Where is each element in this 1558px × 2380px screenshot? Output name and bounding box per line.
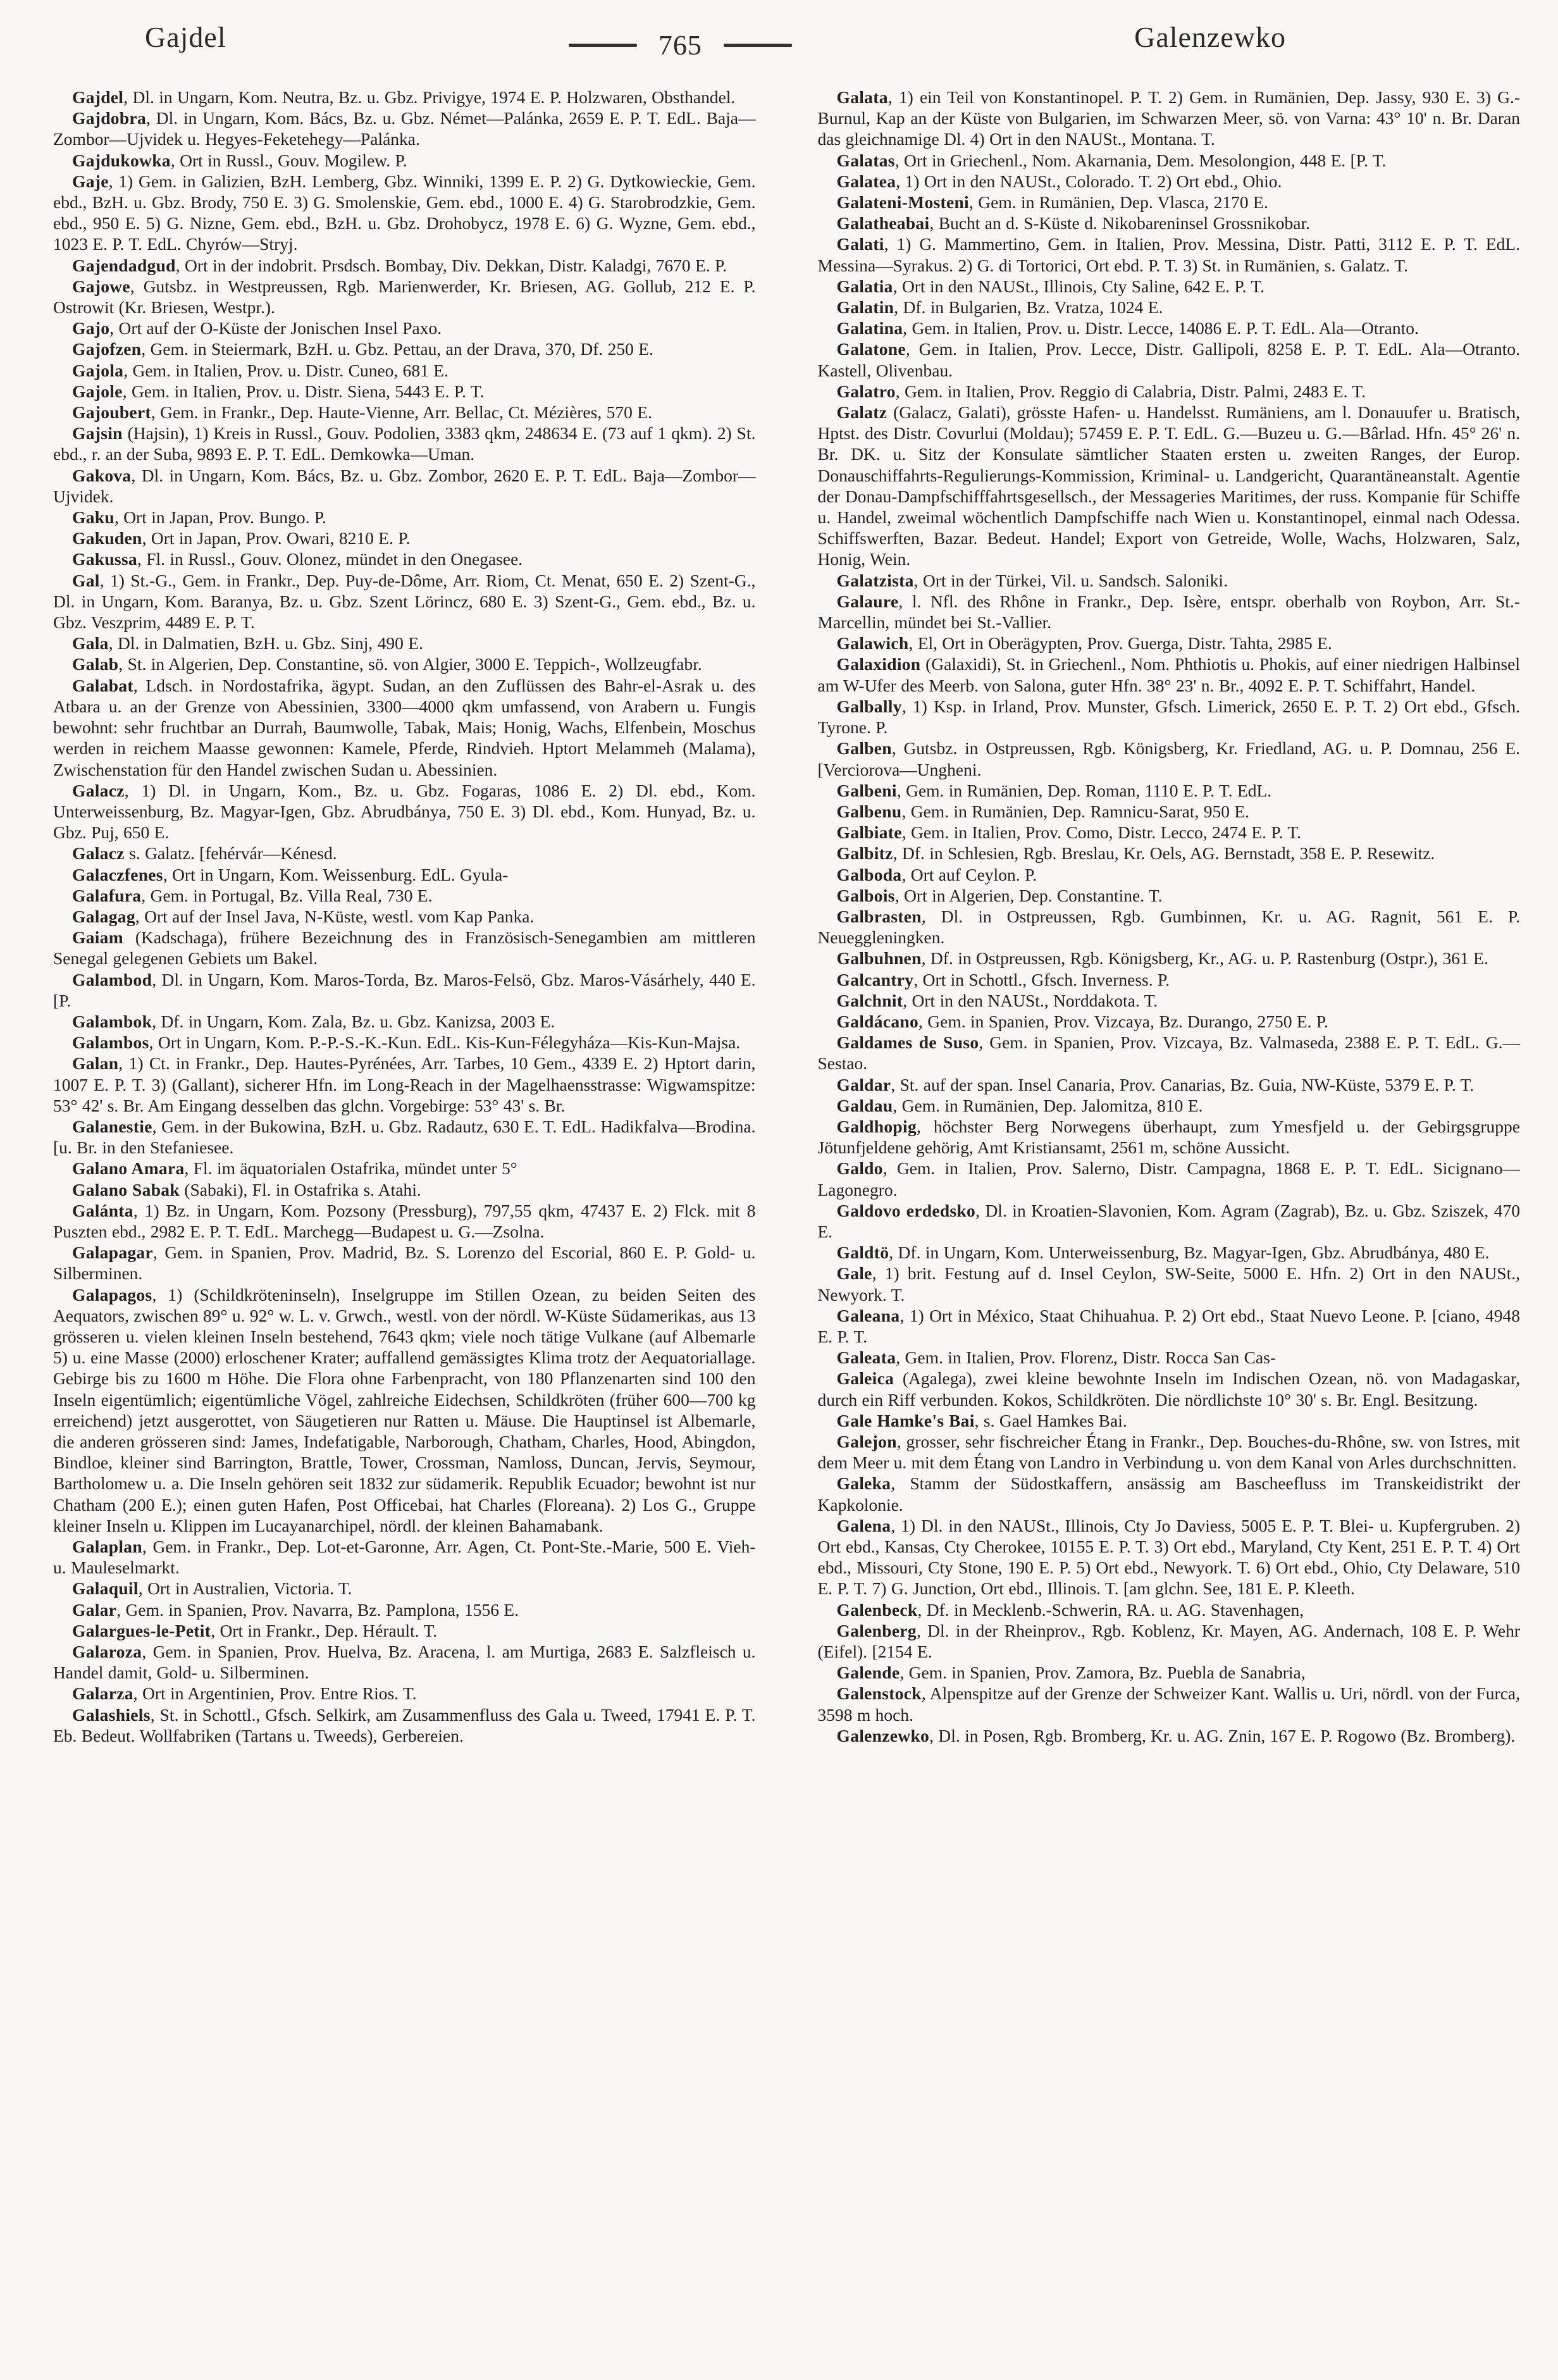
- gazetteer-entry: Galashiels, St. in Schottl., Gfsch. Selkirk, am Zusammenfluss des Gala u. Tweed, 17941 E. P. T. Eb. Bedeut. Wollfabriken (Tartans u. Tweeds), Gerbereien.: [53, 1704, 756, 1745]
- gazetteer-entry: Galargues-le-Petit, Ort in Frankr., Dep. Hérault. T.: [72, 1620, 438, 1640]
- gazetteer-entry: Galaquil, Ort in Australien, Victoria. T.: [72, 1578, 352, 1599]
- gazetteer-entry: Galenzewko, Dl. in Posen, Rgb. Bromberg, Kr. u. AG. Znin, 167 E. P. Rogowo (Bz. Bromberg).: [836, 1725, 1516, 1745]
- gazetteer-entry: Galeata, Gem. in Italien, Prov. Florenz, Distr. Rocca San Cas-: [836, 1348, 1276, 1368]
- entry-headword: Galbiate: [836, 822, 902, 843]
- entry-headword: Galenbeck: [836, 1599, 918, 1620]
- entry-headword: Galdtö: [836, 1243, 889, 1263]
- entry-headword: Gale Hamke's Bai: [836, 1410, 975, 1430]
- entry-headword: Galdar: [836, 1074, 891, 1094]
- gazetteer-entry: Galaczfenes, Ort in Ungarn, Kom. Weissenburg. EdL. Gyula-: [72, 864, 509, 884]
- gazetteer-entry: Galbitz, Df. in Schlesien, Rgb. Breslau, Kr. Oels, AG. Bernstadt, 358 E. P. Resewitz.: [836, 843, 1435, 864]
- gazetteer-entry: Galchnit, Ort in den NAUSt., Norddakota. T.: [836, 990, 1158, 1010]
- gazetteer-entry: Galenberg, Dl. in der Rheinprov., Rgb. Koblenz, Kr. Mayen, AG. Andernach, 108 E. P. Wehr (Eifel). [2154 E.: [817, 1620, 1520, 1662]
- entry-headword: Galchnit: [836, 990, 903, 1010]
- gazetteer-entry: Galatas, Ort in Griechenl., Nom. Akarnania, Dem. Mesolongion, 448 E. [P. T.: [836, 150, 1387, 170]
- entry-headword: Galdames de Suso: [836, 1032, 979, 1053]
- gazetteer-entry: Galatz (Galacz, Galati), grösste Hafen- u. Handelsst. Rumäniens, am l. Donauufer u. Bratisch, Hptst. des Distr. Covurlui (Moldau); 57459 E. P. T. EdL. G.—Buzeu u. G.—Bârlad. Hfn. 45° 26' n. Br. DK. u. Sitz der Konsulate sämtlicher Staaten ersten u. zweiten Ranges, der Europ. Donauschiffahrts-Regulierungs-Kommission, Kriminal- u. Landgericht, Quarantäneanstalt. Agentie der Donau-Dampfschifffahrtsgesellsch., der Messageries Maritimes, der russ. Kompanie für Schiffe u. Handel, zweimal wöchentlich Dampfschiffe nach Wien u. Konstantinopel, einmal nach Odessa. Schiffswerften, Bazar. Bedeut. Handel; Export von Getreide, Wolle, Wachs, Holzwaren, Salz, Honig, Wein.: [817, 402, 1520, 569]
- gazetteer-entry: Galatina, Gem. in Italien, Prov. u. Distr. Lecce, 14086 E. P. T. EdL. Ala—Otranto.: [836, 318, 1419, 338]
- entry-headword: Galanestie: [72, 1116, 152, 1136]
- entry-headword: Galeata: [836, 1348, 896, 1368]
- header-rule-left: [569, 44, 637, 47]
- header-first-keyword: Gajdel: [145, 21, 226, 53]
- entry-headword: Galambos: [72, 1032, 149, 1053]
- entry-headword: Galano Amara: [72, 1158, 185, 1179]
- entry-headword: Galaplan: [72, 1537, 142, 1557]
- entry-headword: Gajowe: [72, 276, 130, 296]
- entry-headword: Galboda: [836, 864, 902, 884]
- gazetteer-entry: Galano Amara, Fl. im äquatorialen Ostafrika, mündet unter 5°: [72, 1158, 517, 1179]
- entry-headword: Gajola: [72, 360, 124, 380]
- entry-headword: Galacz: [72, 843, 125, 864]
- gazetteer-entry: Galbeni, Gem. in Rumänien, Dep. Roman, 1110 E. P. T. EdL.: [836, 780, 1272, 800]
- gazetteer-entry: Galatia, Ort in den NAUSt., Illinois, Cty Saline, 642 E. P. T.: [836, 276, 1265, 296]
- gazetteer-entry: Gajdel, Dl. in Ungarn, Kom. Neutra, Bz. u. Gbz. Privigye, 1974 E. P. Holzwaren, Obsthandel.: [72, 87, 736, 107]
- entry-headword: Galena: [836, 1515, 891, 1535]
- column-right: [818, 87, 1521, 1746]
- gazetteer-entry: Gale Hamke's Bai, s. Gael Hamkes Bai.: [836, 1410, 1127, 1430]
- gazetteer-entry: Galati, 1) G. Mammertino, Gem. in Italien, Prov. Messina, Distr. Patti, 3112 E. P. T. EdL. Messina—Syrakus. 2) G. di Tortorici, Ort ebd. P. T. 3) St. in Rumänien, s. Galatz. T.: [817, 234, 1520, 275]
- gazetteer-entry: Galenstock, Alpenspitze auf der Grenze der Schweizer Kant. Wallis u. Uri, nördl. von der Furca, 3598 m hoch.: [817, 1683, 1520, 1725]
- gazetteer-entry: Galatro, Gem. in Italien, Prov. Reggio di Calabria, Distr. Palmi, 2483 E. T.: [836, 381, 1366, 401]
- gazetteer-entry: Gajo, Ort auf der O-Küste der Jonischen Insel Paxo.: [72, 318, 442, 338]
- entry-headword: Galaure: [836, 591, 899, 611]
- entry-headword: Galab: [72, 654, 119, 674]
- gazetteer-entry: Galaure, l. Nfl. des Rhône in Frankr., Dep. Isère, entspr. oberhalb von Roybon, Arr. St.-Marcellin, mündet bei St.-Vallier.: [817, 591, 1520, 633]
- entry-headword: Galati: [836, 234, 884, 254]
- gazetteer-entry: Galapagos, 1) (Schildkröteninseln), Inselgruppe im Stillen Ozean, zu beiden Seiten des Aequators, zwischen 89° u. 92° w. L. v. Grwch., westl. von der nördl. W-Küste Südamerikas, aus 13 grösseren u. vielen kleinen Inseln bestehend, 7643 qkm; viele noch tätige Vulkane (auf Albemarle 5) u. eine Masse (2000) erloschener Krater; auffallend gemässigtes Klima trotz der Aequatoriallage. Gebirge bis zu 1600 m Höhe. Die Flora ohne Farbenpracht, von 180 Pflanzenarten sind 100 den Inseln eigentümlich; eigentümliche Vögel, zahlreiche Eidechsen, Schildkröten (früher 600—700 kg erreichend) jetzt ausgerottet, von Säugetieren nur Ratten u. Mäuse. Die Hauptinsel ist Albemarle, die anderen grösseren sind: James, Indefatigable, Narborough, Chatham, Charles, Hood, Abingdon, Bindloe, kleiner sind Barrington, Brattle, Tower, Crossman, Namloss, Duncan, Jervis, Seymour, Bartholomew u. a. Die Inseln gehören seit 1832 zur südamerik. Republik Ecuador; bewohnt ist nur Chatham (200 E.); einen guten Hafen, Post Officebai, hat Charles (Floreana). 2) Los G., Gruppe kleiner Inseln u. Klippen im Lucayanarchipel, nördl. der kleinen Bahamabank.: [53, 1284, 756, 1535]
- entry-headword: Galarza: [72, 1683, 133, 1704]
- gazetteer-entry: Galar, Gem. in Spanien, Prov. Navarra, Bz. Pamplona, 1556 E.: [72, 1599, 519, 1620]
- gazetteer-entry: Gala, Dl. in Dalmatien, BzH. u. Gbz. Sinj, 490 E.: [72, 633, 423, 654]
- gazetteer-entry: Galan, 1) Ct. in Frankr., Dep. Hautes-Pyrénées, Arr. Tarbes, 10 Gem., 4339 E. 2) Hptort darin, 1007 E. P. T. 3) (Gallant), sicherer Hfn. im Long-Reach in der Magelhaensstrasse: Wigwamspitze: 53° 42' s. Br. Am Eingang desselben das glchn. Vorgebirge: 53° 43' s. Br.: [53, 1053, 756, 1115]
- entry-headword: Galateni-Mosteni: [836, 192, 969, 213]
- gazetteer-entry: Galdo, Gem. in Italien, Prov. Salerno, Distr. Campagna, 1868 E. P. T. EdL. Sicignano—Lagonegro.: [817, 1158, 1520, 1199]
- entry-headword: Galatea: [836, 171, 896, 191]
- entry-headword: Galaxidion: [836, 654, 921, 674]
- gazetteer-entry: Galata, 1) ein Teil von Konstantinopel. P. T. 2) Gem. in Rumänien, Dep. Jassy, 930 E. 3) G.-Burnul, Kap an der Küste von Bulgarien, im Schwarzen Meer, sö. von Varna: 43° 10' n. Br. Daran das gleichnamige Dl. 4) Ort in den NAUSt., Montana. T.: [817, 87, 1520, 149]
- gazetteer-entry: Galatin, Df. in Bulgarien, Bz. Vratza, 1024 E.: [836, 297, 1163, 318]
- gazetteer-entry: Galánta, 1) Bz. in Ungarn, Kom. Pozsony (Pressburg), 797,55 qkm, 47437 E. 2) Flck. mit 8 Puszten ebd., 2982 E. P. T. EdL. Marchegg—Budapest u. G.—Zsolna.: [53, 1200, 756, 1241]
- entry-headword: Galata: [836, 87, 888, 107]
- page-header: [145, 20, 1286, 61]
- entry-headword: Galano Sabak: [72, 1179, 180, 1199]
- entry-headword: Galeana: [836, 1305, 900, 1325]
- entry-headword: Gajendadgud: [72, 255, 176, 275]
- gazetteer-entry: Gaku, Ort in Japan, Prov. Bungo. P.: [72, 507, 326, 528]
- gazetteer-entry: Galambos, Ort in Ungarn, Kom. P.-P.-S.-K.-Kun. EdL. Kis-Kun-Félegyháza—Kis-Kun-Majsa.: [72, 1032, 741, 1053]
- entry-headword: Gale: [836, 1263, 872, 1284]
- gazetteer-entry: Galafura, Gem. in Portugal, Bz. Villa Real, 730 E.: [72, 885, 433, 905]
- header-last-keyword: Galenzewko: [1134, 21, 1286, 53]
- entry-headword: Gajo: [72, 318, 110, 338]
- entry-headword: Galeica: [836, 1368, 894, 1389]
- gazetteer-entry: Galaxidion (Galaxidi), St. in Griechenl., Nom. Phthiotis u. Phokis, auf einer niedrigen Halbinsel am W-Ufer des Meerb. von Salona, guter Hfn. 38° 23' n. Br., 4092 E. P. T. Schiffahrt, Handel.: [817, 654, 1520, 695]
- header-page-number-group: [569, 29, 792, 61]
- gazetteer-entry: Gakova, Dl. in Ungarn, Kom. Bács, Bz. u. Gbz. Zombor, 2620 E. P. T. EdL. Baja—Zombor—Ujvidek.: [53, 465, 756, 506]
- gazetteer-entry: Galatheabai, Bucht an d. S-Küste d. Nikobareninsel Grossnikobar.: [836, 213, 1310, 233]
- entry-headword: Gajdobra: [72, 108, 146, 128]
- gazetteer-entry: Gajdukowka, Ort in Russl., Gouv. Mogilew. P.: [72, 150, 407, 170]
- gazetteer-entry: Galapagar, Gem. in Spanien, Prov. Madrid, Bz. S. Lorenzo del Escorial, 860 E. P. Gold- u. Silberminen.: [53, 1243, 756, 1284]
- gazetteer-entry: Gajsin (Hajsin), 1) Kreis in Russl., Gouv. Podolien, 3383 qkm, 248634 E. (73 auf 1 qkm). 2) St. ebd., r. an der Suba, 9893 E. P. T. EdL. Demkowka—Uman.: [53, 423, 756, 464]
- gazetteer-entry: Galbenu, Gem. in Rumänien, Dep. Ramnicu-Sarat, 950 E.: [836, 801, 1250, 821]
- gazetteer-entry: Galagag, Ort auf der Insel Java, N-Küste, westl. vom Kap Panka.: [72, 906, 535, 926]
- entry-headword: Galaczfenes: [72, 864, 163, 884]
- entry-headword: Galbrasten: [836, 906, 922, 926]
- entry-headword: Galambok: [72, 1011, 152, 1031]
- entry-headword: Galenzewko: [836, 1725, 930, 1745]
- header-rule-right: [724, 44, 792, 47]
- entry-headword: Galdau: [836, 1095, 893, 1115]
- entry-headword: Galcantry: [836, 969, 914, 989]
- entry-headword: Galabat: [72, 675, 133, 695]
- gazetteer-entry: Galben, Gutsbz. in Ostpreussen, Rgb. Königsberg, Kr. Friedland, AG. u. P. Domnau, 256 E. [Verciorova—Ungheni.: [817, 738, 1520, 779]
- entry-headword: Galben: [836, 738, 892, 759]
- gazetteer-entry: Galende, Gem. in Spanien, Prov. Zamora, Bz. Puebla de Sanabria,: [836, 1663, 1306, 1683]
- entry-headword: Galambod: [72, 969, 152, 989]
- entry-headword: Gaje: [72, 171, 109, 191]
- gazetteer-entry: Gakussa, Fl. in Russl., Gouv. Olonez, mündet in den Onegasee.: [72, 549, 523, 569]
- entry-headword: Galafura: [72, 885, 142, 905]
- entry-headword: Galdovo erdedsko: [836, 1200, 976, 1220]
- entry-headword: Galenberg: [836, 1620, 917, 1640]
- entry-headword: Galbally: [836, 696, 902, 716]
- gazetteer-entry: Galarza, Ort in Argentinien, Prov. Entre Rios. T.: [72, 1683, 417, 1704]
- gazetteer-entry: Galdovo erdedsko, Dl. in Kroatien-Slavonien, Kom. Agram (Zagrab), Bz. u. Gbz. Sziszek, 470 E.: [817, 1200, 1520, 1241]
- entry-headword: Galbenu: [836, 801, 902, 821]
- entry-headword: Galdo: [836, 1158, 883, 1179]
- gazetteer-entry: Galeica (Agalega), zwei kleine bewohnte Inseln im Indischen Ozean, nö. von Madagaskar, durch ein Riff verbunden. Kokos, Schildkröten. Die nördlichste 10° 30' s. Br. Engl. Besitzung.: [817, 1368, 1520, 1410]
- entry-headword: Galbois: [836, 885, 895, 905]
- gazetteer-entry: Galbuhnen, Df. in Ostpreussen, Rgb. Königsberg, Kr., AG. u. P. Rastenburg (Ostpr.), 361 E.: [836, 948, 1488, 969]
- gazetteer-entry: Gal, 1) St.-G., Gem. in Frankr., Dep. Puy-de-Dôme, Arr. Riom, Ct. Menat, 650 E. 2) Szent-G., Dl. in Ungarn, Kom. Baranya, Bz. u. Gbz. Szent Lörincz, 680 E. 3) Szent-G., Gem. ebd., Bz. u. Gbz. Veszprim, 4489 E. P. T.: [53, 570, 756, 633]
- column-left: [53, 87, 756, 1746]
- entry-headword: Galacz: [72, 780, 125, 800]
- entry-headword: Galende: [836, 1663, 900, 1683]
- gazetteer-entry: Galaplan, Gem. in Frankr., Dep. Lot-et-Garonne, Arr. Agen, Ct. Pont-Ste.-Marie, 500 E. Vieh- u. Mauleselmarkt.: [53, 1537, 756, 1578]
- entry-headword: Gajdel: [72, 87, 124, 107]
- gazetteer-entry: Galbois, Ort in Algerien, Dep. Constantine. T.: [836, 885, 1163, 905]
- gazetteer-entry: Gajowe, Gutsbz. in Westpreussen, Rgb. Marienwerder, Kr. Briesen, AG. Gollub, 212 E. P. Ostrowit (Kr. Briesen, Westpr.).: [53, 276, 756, 318]
- entry-headword: Galenstock: [836, 1683, 922, 1704]
- gazetteer-entry: Galateni-Mosteni, Gem. in Rumänien, Dep. Vlasca, 2170 E.: [836, 192, 1268, 213]
- entry-headword: Galánta: [72, 1200, 133, 1220]
- entry-headword: Galar: [72, 1599, 117, 1620]
- gazetteer-entry: Galejon, grosser, sehr fischreicher Étang in Frankr., Dep. Bouches-du-Rhône, sw. von Istres, mit dem Meer u. mit dem Étang von Landro in Verbindung u. von dem Kanal von Arles durchschnitten.: [817, 1432, 1520, 1473]
- entry-headword: Gajoubert: [72, 402, 151, 423]
- gazetteer-entry: Galcantry, Ort in Schottl., Gfsch. Inverness. P.: [836, 969, 1170, 989]
- entry-headword: Galbitz: [836, 843, 893, 864]
- gazetteer-entry: Galena, 1) Dl. in den NAUSt., Illinois, Cty Jo Daviess, 5005 E. P. T. Blei- u. Kupfergruben. 2) Ort ebd., Kansas, Cty Cherokee, 10155 E. P. T. 3) Ort ebd., Maryland, Cty Kent, 251 E. P. T. 4) Ort ebd., Missouri, Cty Stone, 190 E. P. 5) Ort ebd., Newyork. T. 6) Ort ebd., Ohio, Cty Delaware, 510 E. P. T. 7) G. Junction, Ort ebd., Illinois. T. [am glchn. See, 181 E. P. Kleeth.: [817, 1515, 1520, 1599]
- gazetteer-entry: Galacz s. Galatz. [fehérvár—Kénesd.: [72, 843, 337, 864]
- entry-headword: Gala: [72, 633, 109, 654]
- gazetteer-entry: Galbally, 1) Ksp. in Irland, Prov. Munster, Gfsch. Limerick, 2650 E. P. T. 2) Ort ebd., Gfsch. Tyrone. P.: [817, 696, 1520, 738]
- entry-headword: Galbuhnen: [836, 948, 922, 969]
- gazetteer-entry: Galatzista, Ort in der Türkei, Vil. u. Sandsch. Saloniki.: [836, 570, 1228, 590]
- entry-headword: Galejon: [836, 1432, 897, 1451]
- gazetteer-entry: Gajoubert, Gem. in Frankr., Dep. Haute-Vienne, Arr. Bellac, Ct. Mézières, 570 E.: [72, 402, 652, 423]
- gazetteer-entry: Galanestie, Gem. in der Bukowina, BzH. u. Gbz. Radautz, 630 E. T. EdL. Hadikfalva—Brodina. [u. Br. in den Stefaniesee.: [53, 1116, 756, 1158]
- entry-headword: Galatzista: [836, 570, 914, 590]
- gazetteer-entry: Gajofzen, Gem. in Steiermark, BzH. u. Gbz. Pettau, an der Drava, 370, Df. 250 E.: [72, 339, 653, 359]
- entry-headword: Gajsin: [72, 423, 123, 443]
- gazetteer-entry: Galatea, 1) Ort in den NAUSt., Colorado. T. 2) Ort ebd., Ohio.: [836, 171, 1282, 191]
- entry-headword: Galawich: [836, 633, 909, 654]
- entry-headword: Gajofzen: [72, 339, 142, 359]
- entry-headword: Gajole: [72, 381, 123, 401]
- entry-headword: Galatone: [836, 339, 906, 359]
- gazetteer-entry: Gajola, Gem. in Italien, Prov. u. Distr. Cuneo, 681 E.: [72, 360, 448, 380]
- gazetteer-entry: Galatone, Gem. in Italien, Prov. Lecce, Distr. Gallipoli, 8258 E. P. T. EdL. Ala—Otranto. Kastell, Olivenbau.: [817, 339, 1520, 380]
- gazetteer-entry: Galeana, 1) Ort in México, Staat Chihuahua. P. 2) Ort ebd., Staat Nuevo Leone. P. [ciano, 4948 E. P. T.: [817, 1305, 1520, 1346]
- page-number: 765: [658, 30, 702, 61]
- two-column-body: [53, 87, 1520, 1746]
- gazetteer-entry: Galawich, El, Ort in Oberägypten, Prov. Guerga, Distr. Tahta, 2985 E.: [836, 633, 1332, 654]
- gazetteer-entry: Galambod, Dl. in Ungarn, Kom. Maros-Torda, Bz. Maros-Felsö, Gbz. Maros-Vásárhely, 440 E. [P.: [53, 969, 756, 1010]
- gazetteer-entry: Gaiam (Kadschaga), frühere Bezeichnung des in Französisch-Senegambien am mittleren Senegal gelegenen Gebiets um Bakel.: [53, 927, 756, 969]
- entry-headword: Galatas: [836, 150, 895, 170]
- gazetteer-entry: Galacz, 1) Dl. in Ungarn, Kom., Bz. u. Gbz. Fogaras, 1086 E. 2) Dl. ebd., Kom. Unterweissenburg, Bz. Magyar-Igen, Gbz. Abrudbánya, 750 E. 3) Dl. ebd., Kom. Hunyad, Bz. u. Gbz. Puj, 650 E.: [53, 780, 756, 843]
- entry-headword: Galapagar: [72, 1243, 153, 1263]
- entry-headword: Gakuden: [72, 528, 142, 549]
- entry-headword: Galaquil: [72, 1578, 139, 1599]
- entry-headword: Gal: [72, 570, 100, 590]
- entry-headword: Galashiels: [72, 1704, 151, 1725]
- gazetteer-entry: Gaje, 1) Gem. in Galizien, BzH. Lemberg, Gbz. Winniki, 1399 E. P. 2) G. Dytkowieckie, Gem. ebd., BzH. u. Gbz. Brody, 750 E. 3) G. Smolenskie, Gem. ebd., 1000 E. 4) G. Starobrodzkie, Gem. ebd., 950 E. 5) G. Nizne, Gem. ebd., BzH. u. Gbz. Drohobycz, 1978 E. 6) G. Wyzne, Gem. ebd., 1023 E. P. T. EdL. Chyrów—Stryj.: [53, 171, 756, 254]
- entry-headword: Galdácano: [836, 1011, 919, 1031]
- entry-headword: Gaiam: [72, 927, 123, 948]
- gazetteer-entry: Galdtö, Df. in Ungarn, Kom. Unterweissenburg, Bz. Magyar-Igen, Gbz. Abrudbánya, 480 E.: [836, 1243, 1490, 1263]
- entry-headword: Galdhopig: [836, 1116, 917, 1136]
- entry-headword: Gakussa: [72, 549, 137, 569]
- entry-headword: Galatz: [836, 402, 887, 423]
- gazetteer-entry: Galdhopig, höchster Berg Norwegens überhaupt, zum Ymesfjeld u. der Gebirgsgruppe Jötunfjeldene gehörig, Amt Kristiansamt, 2561 m, schöne Aussicht.: [817, 1116, 1520, 1158]
- gazetteer-entry: Galdácano, Gem. in Spanien, Prov. Vizcaya, Bz. Durango, 2750 E. P.: [836, 1011, 1329, 1031]
- entry-headword: Gakova: [72, 465, 132, 485]
- gazetteer-entry: Gale, 1) brit. Festung auf d. Insel Ceylon, SW-Seite, 5000 E. Hfn. 2) Ort in den NAUSt., Newyork. T.: [817, 1263, 1520, 1305]
- entry-headword: Gajdukowka: [72, 150, 171, 170]
- gazetteer-entry: Gajole, Gem. in Italien, Prov. u. Distr. Siena, 5443 E. P. T.: [72, 381, 485, 401]
- gazetteer-entry: Galab, St. in Algerien, Dep. Constantine, sö. von Algier, 3000 E. Teppich-, Wollzeugfabr.: [72, 654, 702, 674]
- entry-headword: Galeka: [836, 1473, 891, 1494]
- entry-headword: Galan: [72, 1053, 119, 1074]
- entry-headword: Galaroza: [72, 1642, 142, 1662]
- gazetteer-entry: Galeka, Stamm der Südostkaffern, ansässig am Bascheefluss im Transkeidistrikt der Kapkolonie.: [817, 1473, 1520, 1515]
- entry-headword: Galatro: [836, 381, 896, 401]
- gazetteer-entry: Galano Sabak (Sabaki), Fl. in Ostafrika s. Atahi.: [72, 1179, 421, 1199]
- entry-headword: Galapagos: [72, 1284, 152, 1305]
- entry-headword: Galagag: [72, 906, 135, 926]
- gazetteer-entry: Gajdobra, Dl. in Ungarn, Kom. Bács, Bz. u. Gbz. Német—Palánka, 2659 E. P. T. EdL. Baja—Zombor—Ujvidek u. Hegyes-Feketehegy—Palánka.: [53, 108, 756, 149]
- entry-headword: Gaku: [72, 507, 114, 528]
- gazetteer-entry: Galboda, Ort auf Ceylon. P.: [836, 864, 1037, 884]
- gazetteer-entry: Galenbeck, Df. in Mecklenb.-Schwerin, RA. u. AG. Stavenhagen,: [836, 1599, 1304, 1620]
- entry-headword: Galbeni: [836, 780, 897, 800]
- entry-headword: Galatheabai: [836, 213, 930, 233]
- gazetteer-entry: Galbrasten, Dl. in Ostpreussen, Rgb. Gumbinnen, Kr. u. AG. Ragnit, 561 E. P. Neueggleningken.: [817, 906, 1520, 948]
- gazetteer-entry: Galbiate, Gem. in Italien, Prov. Como, Distr. Lecco, 2474 E. P. T.: [836, 822, 1302, 843]
- entry-headword: Galargues-le-Petit: [72, 1620, 211, 1640]
- gazetteer-entry: Gajendadgud, Ort in der indobrit. Prsdsch. Bombay, Div. Dekkan, Distr. Kaladgi, 7670 E. P.: [72, 255, 727, 275]
- gazetteer-entry: Galambok, Df. in Ungarn, Kom. Zala, Bz. u. Gbz. Kanizsa, 2003 E.: [72, 1011, 555, 1031]
- entry-headword: Galatin: [836, 297, 894, 318]
- entry-headword: Galatina: [836, 318, 903, 338]
- gazetteer-entry: Galdau, Gem. in Rumänien, Dep. Jalomitza, 810 E.: [836, 1095, 1203, 1115]
- gazetteer-entry: Galdames de Suso, Gem. in Spanien, Prov. Vizcaya, Bz. Valmaseda, 2388 E. P. T. EdL. G.—Sestao.: [817, 1032, 1520, 1074]
- gazetteer-entry: Galdar, St. auf der span. Insel Canaria, Prov. Canarias, Bz. Guia, NW-Küste, 5379 E. P. T.: [836, 1074, 1475, 1094]
- entry-headword: Galatia: [836, 276, 893, 296]
- gazetteer-entry: Gakuden, Ort in Japan, Prov. Owari, 8210 E. P.: [72, 528, 411, 549]
- gazetteer-entry: Galaroza, Gem. in Spanien, Prov. Huelva, Bz. Aracena, l. am Murtiga, 2683 E. Salzfleisch u. Handel damit, Gold- u. Silberminen.: [53, 1642, 756, 1683]
- gazetteer-entry: Galabat, Ldsch. in Nordostafrika, ägypt. Sudan, an den Zuflüssen des Bahr-el-Asrak u. des Atbara u. an der Grenze von Abessinien, 3300—4000 qkm umfassend, von Arabern u. Fungis bewohnt: sehr fruchtbar an Durrah, Baumwolle, Tabak, Mais; Honig, Wachs, Elfenbein, Moschus werden in reichem Maasse gewonnen: Kamele, Pferde, Rindvieh. Hptort Melammeh (Malama), Zwischenstation für den Handel zwischen Sudan u. Abessinien.: [53, 675, 756, 779]
